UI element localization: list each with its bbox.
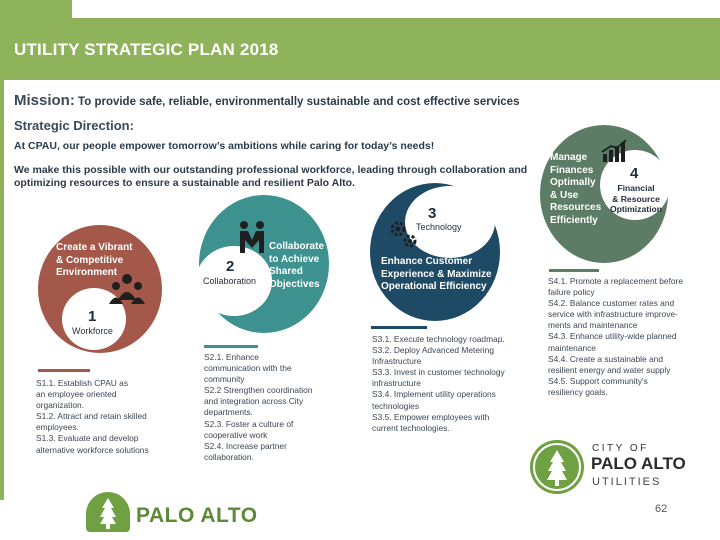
- list-item: S4.3. Enhance utility-wide planned: [548, 331, 677, 342]
- pillar-3-name: Technology: [416, 222, 462, 232]
- list-item: current technologies.: [372, 422, 450, 433]
- tree-seal-icon: [530, 440, 584, 494]
- direction-line-2a: We make this possible with our outstanding professional workforce, leading through collaboration and: [14, 164, 528, 176]
- list-item: S2.2 Strengthen coordination: [204, 385, 313, 396]
- list-item: S3.5. Empower employees with: [372, 411, 490, 422]
- list-item: S3.3. Invest in customer technology: [372, 367, 505, 378]
- pillar-1-divider: [38, 369, 90, 372]
- footer-logo: [86, 492, 306, 532]
- pillar-2-number: 2: [226, 258, 235, 275]
- pillar-3-divider: [371, 326, 427, 329]
- list-item: resiliency goals.: [548, 386, 608, 397]
- list-item: communication with the: [204, 363, 292, 374]
- pillar-1-heading: Create a Vibrant & Competitive Environment: [56, 242, 133, 278]
- pillar-2-heading: Collaborate to Achieve Shared Objectives: [269, 241, 325, 290]
- list-item: organization.: [36, 400, 84, 411]
- list-item: alternative workforce solutions: [36, 444, 149, 455]
- list-item: S4.1. Promote a replacement before: [548, 276, 684, 286]
- pillar-4-heading: Manage Finances Optimally & Use Resources Efficiently: [550, 152, 602, 226]
- list-item: maintenance: [548, 342, 596, 353]
- pillar-3-heading: Enhance Customer Experience & Maximize Operational Efficiency: [381, 256, 492, 292]
- list-item: S2.4. Increase partner: [204, 440, 287, 451]
- list-item: and integration across City: [204, 396, 304, 407]
- list-item: S3.4. Implement utility operations: [372, 389, 496, 400]
- direction-line-2b: optimizing resources to ensure a sustainable and resilient Palo Alto.: [14, 177, 355, 189]
- list-item: departments.: [204, 407, 253, 418]
- list-item: S1.2. Attract and retain skilled: [36, 411, 147, 422]
- gears-icon: [387, 218, 419, 250]
- header-accent: [0, 0, 72, 18]
- pillar-4-divider: [549, 269, 599, 272]
- pillar-3-strategy-list: [372, 334, 537, 434]
- pillar-4-number: 4: [630, 165, 639, 182]
- list-item: employees.: [36, 422, 79, 433]
- footer-tree-icon: [86, 492, 130, 532]
- list-item: ments and maintenance: [548, 320, 638, 331]
- list-item: S1.1. Establish CPAU as: [36, 378, 129, 388]
- list-item: Infrastructure: [372, 356, 422, 367]
- mission-text: To provide safe, reliable, environmentally sustainable and cost effective services: [78, 96, 520, 108]
- pillar-4-strategy-list: [548, 276, 714, 398]
- people-icon: [108, 272, 146, 306]
- left-accent-rule: [0, 80, 4, 500]
- logo-palo-alto: PALO ALTO: [591, 454, 686, 473]
- logo-city-of: CITY OF: [592, 443, 649, 454]
- list-item: S4.4. Create a sustainable and: [548, 353, 664, 364]
- pillar-2-divider: [204, 345, 258, 348]
- mission-label: Mission:: [14, 92, 75, 109]
- pillar-1-name: Workforce: [72, 326, 113, 336]
- list-item: community: [204, 374, 245, 385]
- list-item: S3.1. Execute technology roadmap.: [372, 334, 505, 344]
- list-item: infrastructure: [372, 378, 421, 389]
- page-title: UTILITY STRATEGIC PLAN 2018: [14, 40, 279, 59]
- footer-brand: PALO ALTO: [136, 504, 258, 527]
- page-number: 62: [655, 503, 668, 515]
- bar-chart-icon: [600, 138, 628, 164]
- list-item: cooperative work: [204, 429, 268, 440]
- list-item: S1.3. Evaluate and develop: [36, 433, 139, 444]
- list-item: S3.2. Deploy Advanced Metering: [372, 345, 494, 356]
- palo-alto-utilities-logo: [530, 440, 710, 494]
- direction-line-1: At CPAU, our people empower tomorrow’s ambitions while caring for today’s needs!: [14, 140, 435, 152]
- list-item: technologies: [372, 400, 420, 411]
- handshake-icon: [236, 220, 268, 254]
- list-item: S2.3. Foster a culture of: [204, 418, 294, 429]
- pillar-2-name: Collaboration: [203, 276, 257, 286]
- title-bar: [0, 18, 720, 80]
- list-item: S4.5. Support community's: [548, 375, 648, 386]
- list-item: an employee oriented: [36, 389, 117, 400]
- pillar-1-strategy-list: [36, 378, 186, 456]
- pillar-2-strategy-list: [204, 352, 354, 463]
- list-item: resilient energy and water supply: [548, 364, 671, 375]
- strategic-direction-label: Strategic Direction:: [14, 118, 134, 133]
- pillar-1-number: 1: [88, 308, 97, 325]
- mission-statement: [14, 92, 519, 109]
- pillar-3-number: 3: [428, 205, 437, 222]
- logo-utilities: UTILITIES: [592, 476, 662, 488]
- pillar-4-name: Financial & Resource Optimization: [609, 183, 663, 214]
- list-item: service with infrastructure improve-: [548, 309, 678, 320]
- list-item: S4.2. Balance customer rates and: [548, 298, 675, 309]
- list-item: collaboration.: [204, 451, 254, 462]
- list-item: failure policy: [548, 287, 595, 298]
- list-item: S2.1. Enhance: [204, 352, 259, 362]
